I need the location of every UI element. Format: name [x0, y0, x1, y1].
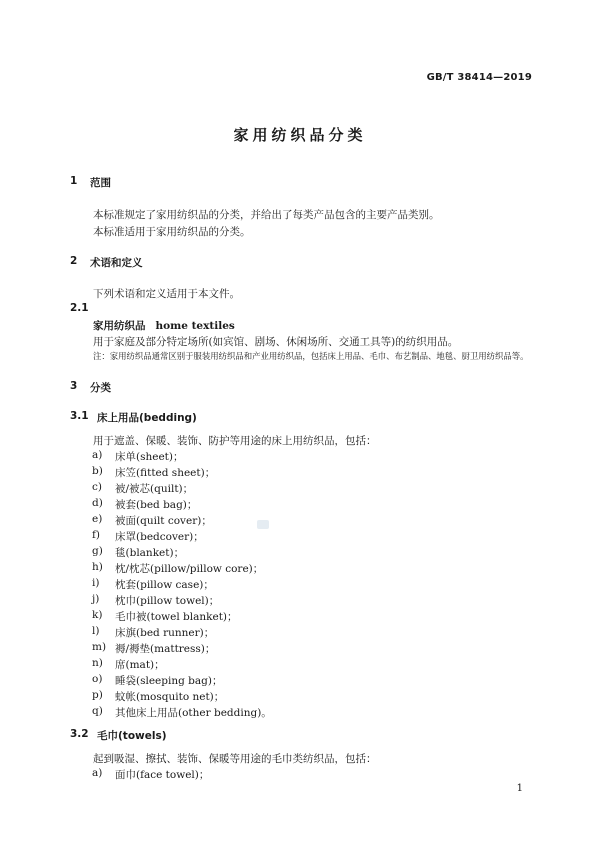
list-text: 枕巾(pillow towel)；	[115, 595, 220, 607]
list-marker: b)	[92, 465, 103, 477]
list-marker: m)	[92, 641, 107, 653]
subsection-3-2-heading: 毛巾(towels)	[97, 730, 167, 742]
list-marker: d)	[92, 497, 103, 509]
list-text: 被面(quilt cover)；	[115, 515, 212, 527]
list-text: 床罩(bedcover)；	[115, 531, 204, 543]
list-text: 床旗(bed runner)；	[115, 627, 215, 639]
list-marker: h)	[92, 561, 103, 573]
list-marker: f)	[92, 529, 100, 541]
list-marker: n)	[92, 657, 103, 669]
list-marker: i)	[92, 577, 100, 589]
list-text: 其他床上用品(other bedding)。	[115, 707, 272, 719]
term-note: 注：家用纺织品通常区别于服装用纺织品和产业用纺织品，包括床上用品、毛巾、布艺制品、地毯、厨卫用纺织品等。	[93, 351, 529, 361]
subsection-3-2-number: 3.2	[70, 728, 89, 740]
section-1-number: 1	[70, 175, 78, 187]
list-marker: a)	[92, 767, 103, 779]
list-marker: a)	[92, 449, 103, 461]
subsection-3-1-intro: 用于遮盖、保暖、装饰、防护等用途的床上用纺织品，包括：	[93, 435, 377, 447]
list-marker: o)	[92, 673, 103, 685]
list-text: 面巾(face towel)；	[115, 769, 210, 781]
section-2-number: 2	[70, 255, 78, 267]
list-marker: e)	[92, 513, 103, 525]
list-text: 褥/褥垫(mattress)；	[115, 643, 216, 655]
list-text: 蚊帐(mosquito net)；	[115, 691, 225, 703]
term-number: 2.1	[70, 302, 89, 314]
list-text: 枕套(pillow case)；	[115, 579, 214, 591]
watermark-stamp	[257, 520, 269, 529]
section-1-paragraph-2: 本标准适用于家用纺织品的分类。	[93, 226, 251, 238]
list-text: 睡袋(sleeping bag)；	[115, 675, 223, 687]
list-marker: k)	[92, 609, 103, 621]
subsection-3-1-number: 3.1	[70, 410, 89, 422]
list-marker: g)	[92, 545, 103, 557]
list-text: 床单(sheet)；	[115, 451, 184, 463]
term-english: home textiles	[155, 320, 235, 332]
list-text: 被/被芯(quilt)；	[115, 483, 194, 495]
subsection-3-2-intro: 起到吸湿、擦拭、装饰、保暖等用途的毛巾类纺织品，包括：	[93, 753, 377, 765]
list-text: 毯(blanket)；	[115, 547, 185, 559]
term-chinese: 家用纺织品	[93, 320, 146, 332]
list-marker: p)	[92, 689, 103, 701]
standard-code: GB/T 38414—2019	[426, 72, 532, 83]
term-entry	[93, 318, 235, 333]
subsection-3-1-heading: 床上用品(bedding)	[97, 412, 197, 424]
section-3-number: 3	[70, 380, 78, 392]
list-marker: l)	[92, 625, 100, 637]
section-3-heading: 分类	[90, 382, 111, 394]
list-text: 床笠(fitted sheet)；	[115, 467, 216, 479]
list-text: 席(mat)；	[115, 659, 165, 671]
page-number: 1	[516, 783, 523, 794]
list-text: 被套(bed bag)；	[115, 499, 198, 511]
section-2-heading: 术语和定义	[90, 257, 143, 269]
list-text: 毛巾被(towel blanket)；	[115, 611, 238, 623]
list-marker: c)	[92, 481, 102, 493]
section-2-intro: 下列术语和定义适用于本文件。	[93, 288, 240, 300]
term-definition: 用于家庭及部分特定场所(如宾馆、剧场、休闲场所、交通工具等)的纺织用品。	[93, 336, 459, 348]
list-marker: j)	[92, 593, 100, 605]
document-title: 家用纺织品分类	[233, 126, 367, 144]
list-text: 枕/枕芯(pillow/pillow core)；	[115, 563, 264, 575]
list-marker: q)	[92, 705, 103, 717]
section-1-heading: 范围	[90, 177, 111, 189]
section-1-paragraph-1: 本标准规定了家用纺织品的分类，并给出了每类产品包含的主要产品类别。	[93, 209, 440, 221]
